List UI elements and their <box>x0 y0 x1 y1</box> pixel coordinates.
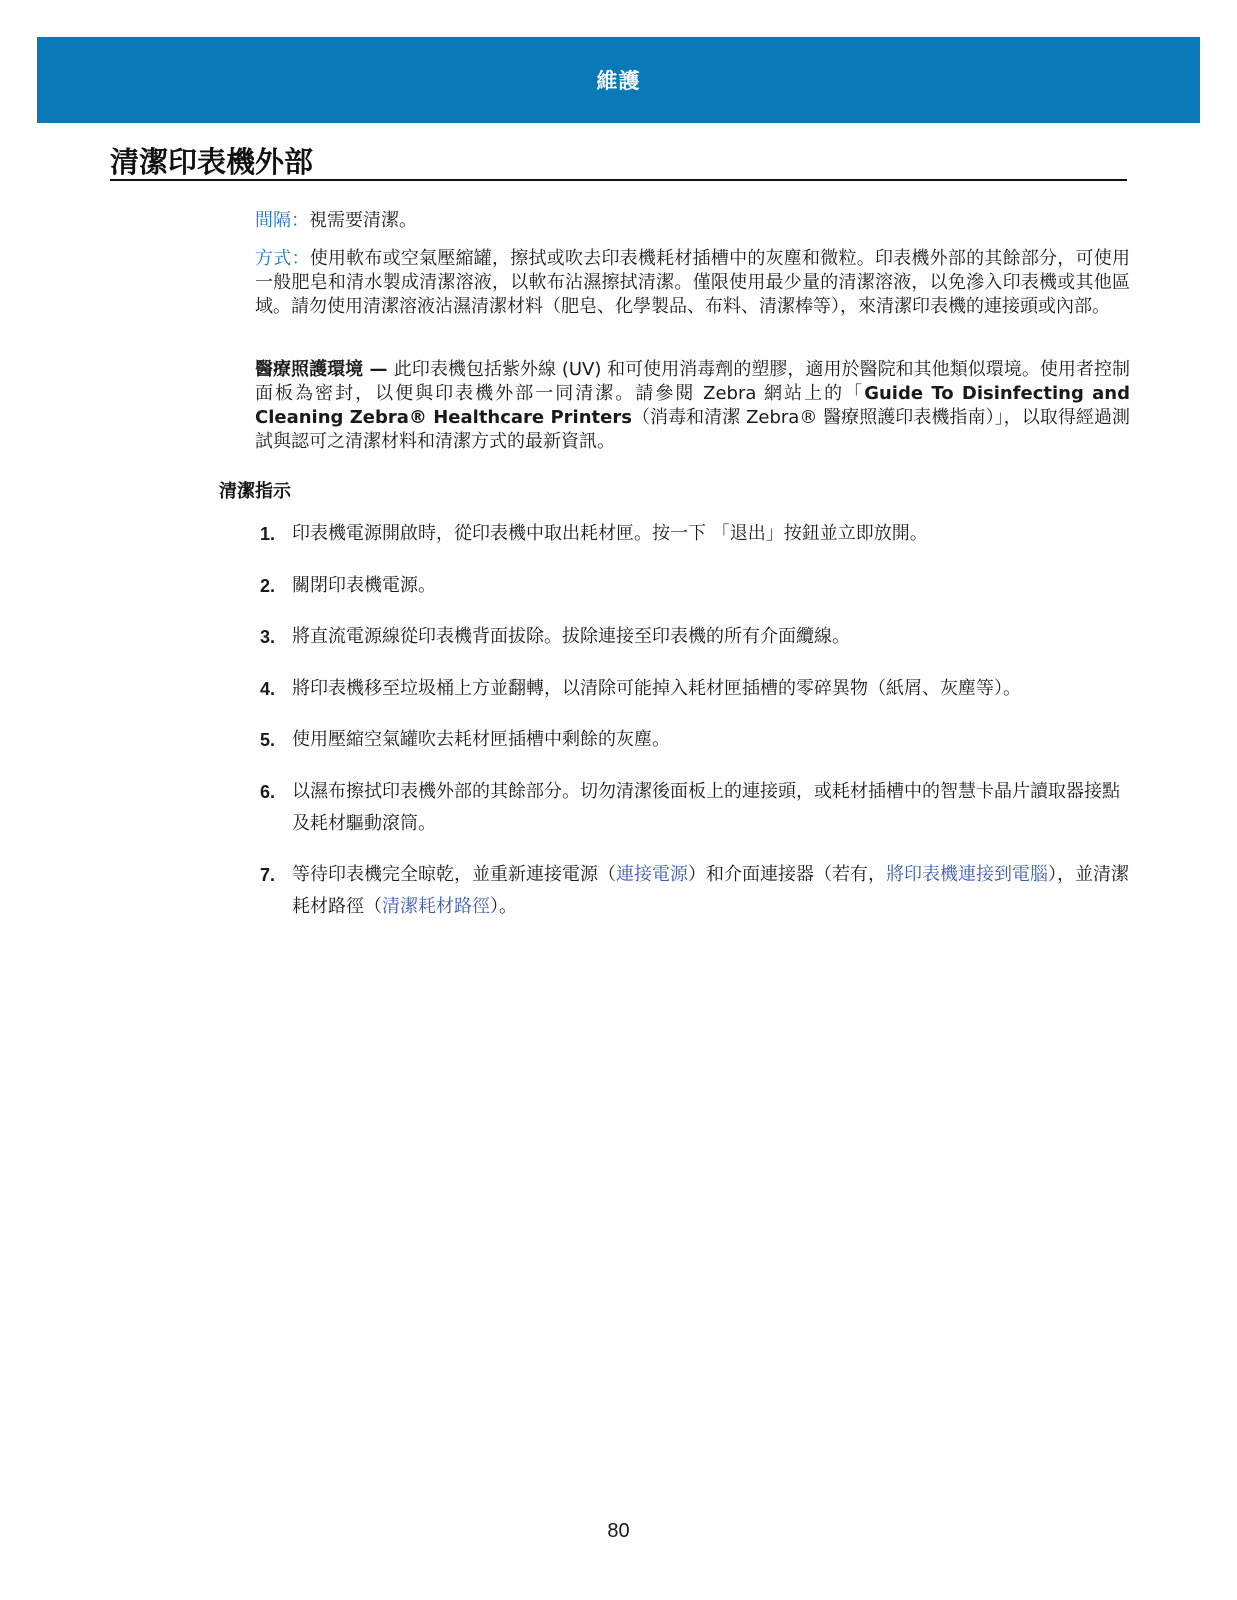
step-number: 2. <box>260 576 276 596</box>
step-7-text-c: ），並清潔耗材路徑（ <box>292 864 1129 917</box>
step-item <box>260 518 1130 550</box>
step-number: 4. <box>260 679 276 699</box>
step-text: 使用壓縮空氣罐吹去耗材匣插槽中剩餘的灰塵。 <box>292 729 670 750</box>
step-7-text-a: 等待印表機完全晾乾，並重新連接電源（ <box>292 864 616 885</box>
chapter-header-band <box>37 37 1200 123</box>
cleaning-instructions-heading: 清潔指示 <box>219 481 291 502</box>
step-text: 將直流電源線從印表機背面拔除。拔除連接至印表機的所有介面纜線。 <box>292 626 850 647</box>
step-number: 1. <box>260 524 276 544</box>
title-divider <box>110 179 1127 181</box>
page-number: 80 <box>607 1520 630 1542</box>
step-number: 5. <box>260 730 276 750</box>
method-text: 使用軟布或空氣壓縮罐，擦拭或吹去印表機耗材插槽中的灰塵和微粒。印表機外部的其餘部分，可使用一般肥皂和清水製成清潔溶液，以軟布沾濕擦拭清潔。僅限使用最少量的清潔溶液，以免滲入印表機或其他區域。請勿使用清潔溶液沾濕清潔材料（肥皂、化學製品、布料、清潔棒等），來清潔印表機的連接頭或內部。 <box>255 248 1130 317</box>
step-item <box>260 570 1130 602</box>
step-item <box>260 621 1130 653</box>
clean-media-path-link[interactable]: 清潔耗材路徑 <box>382 896 490 917</box>
step-text: 將印表機移至垃圾桶上方並翻轉，以清除可能掉入耗材匣插槽的零碎異物（紙屑、灰塵等）。 <box>292 678 1021 699</box>
step-item <box>260 724 1130 756</box>
step-number: 3. <box>260 627 276 647</box>
healthcare-label: 醫療照護環境 <box>255 359 364 380</box>
step-item <box>260 859 1130 923</box>
page-title: 清潔印表機外部 <box>110 145 314 179</box>
healthcare-dash: — <box>363 359 394 380</box>
healthcare-text-before: 此印表機包括紫外線 (UV) 和可使用消毒劑的塑膠，適用於醫院和其他類似環境。使用者控制面板為密封，以便與印表機外部一同清潔。請參閱 Zebra 網站上的「 <box>255 359 1130 404</box>
interval-paragraph <box>255 209 1130 233</box>
connect-power-link[interactable]: 連接電源 <box>616 864 688 885</box>
step-text: 以濕布擦拭印表機外部的其餘部分。切勿清潔後面板上的連接頭，或耗材插槽中的智慧卡晶片讀取器接點及耗材驅動滾筒。 <box>292 781 1120 834</box>
chapter-title: 維護 <box>596 69 641 93</box>
step-item <box>260 776 1130 840</box>
method-label: 方式： <box>255 248 310 269</box>
step-number: 7. <box>260 865 276 885</box>
step-text <box>292 859 1130 923</box>
interval-text: 視需要清潔。 <box>309 210 417 231</box>
step-text: 印表機電源開啟時，從印表機中取出耗材匣。按一下 「退出」按鈕並立即放開。 <box>292 523 928 544</box>
step-text: 關閉印表機電源。 <box>292 575 436 596</box>
step-7-text-b: ）和介面連接器（若有， <box>688 864 886 885</box>
method-paragraph <box>255 247 1130 319</box>
step-7-text-d: ）。 <box>490 896 517 917</box>
step-item <box>260 673 1130 705</box>
healthcare-paragraph <box>255 358 1130 454</box>
guide-title: Guide To Disinfecting and Cleaning Zebra® Healthcare Printers <box>255 383 1130 428</box>
connect-to-computer-link[interactable]: 將印表機連接到電腦 <box>886 864 1048 885</box>
step-number: 6. <box>260 782 276 802</box>
interval-label: 間隔： <box>255 210 309 231</box>
healthcare-text-after: （消毒和清潔 Zebra® 醫療照護印表機指南）」，以取得經過測試與認可之清潔材料和清潔方式的最新資訊。 <box>255 407 1130 452</box>
